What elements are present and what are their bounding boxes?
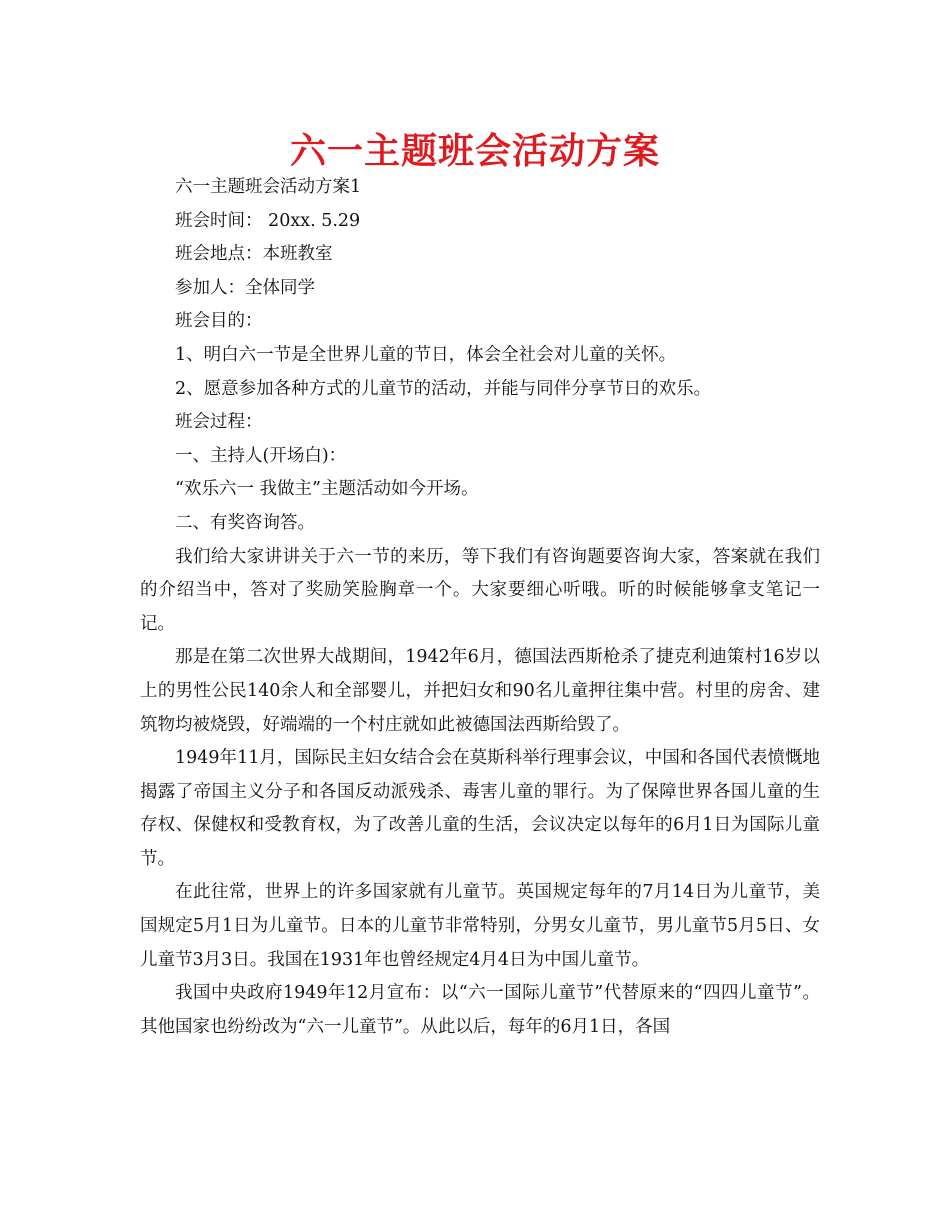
paragraph-history-1942: 那是在第二次世界大战期间，1942年6月，德国法西斯枪杀了捷克利迪策村16岁以上的男性公民140余人和全部婴儿，并把妇女和90名儿童押往集中营。村里的房舍、建筑物均被烧毁，好端端的一个村庄就如此被德国法西斯给毁了。 (140, 647, 820, 735)
heading-plan-1: 六一主题班会活动方案1 (175, 177, 362, 197)
meeting-purpose-heading: 班会目的： (175, 311, 263, 332)
paragraph-history-1949: 1949年11月，国际民主妇女结合会在莫斯科举行理事会议，中国和各国代表愤慨地揭露了帝国主义分子和各国反动派残杀、毒害儿童的罪行。为了保障世界各国儿童的生存权、保健权和受教育权，为了改善儿童的生活，会议决定以每年的6月1日为国际儿童节。 (140, 748, 820, 869)
document-title: 六一主题班会活动方案 (289, 131, 660, 172)
paragraph-other-countries: 在此往常，世界上的许多国家就有儿童节。英国规定每年的7月14日为儿童节，美国规定5月1日为儿童节。日本的儿童节非常特别，分男女儿童节，男儿童节5月5日、女儿童节3月3日。我国在1931年也曾经规定4月4日为中国儿童节。 (140, 882, 820, 970)
paragraph-china-1949: 我国中央政府1949年12月宣布：以“六一国际儿童节”代替原来的“四四儿童节”。其他国家也纷纷改为“六一儿童节”。从此以后，每年的6月1日，各国 (140, 983, 820, 1037)
meeting-time: 班会时间： 20xx. 5.29 (175, 210, 361, 231)
participants: 参加人：全体同学 (175, 277, 315, 298)
document-body (140, 171, 820, 1044)
meeting-process-heading: 班会过程： (175, 412, 263, 433)
process-step-2: 二、有奖咨询答。 (175, 512, 315, 533)
meeting-location: 班会地点：本班教室 (175, 244, 333, 265)
purpose-item-2: 2、愿意参加各种方式的儿童节的活动，并能与同伴分享节日的欢乐。 (175, 378, 712, 399)
paragraph-intro: 我们给大家讲讲关于六一节的来历，等下我们有咨询题要咨询大家，答案就在我们的介绍当中，答对了奖励笑脸胸章一个。大家要细心听哦。听的时候能够拿支笔记一记。 (140, 546, 820, 634)
process-step-1: 一、主持人(开场白)： (175, 445, 347, 466)
purpose-item-1: 1、明白六一节是全世界儿童的节日，体会全社会对儿童的关怀。 (175, 344, 677, 365)
opening-line: “欢乐六一 我做主”主题活动如今开场。 (175, 479, 479, 500)
